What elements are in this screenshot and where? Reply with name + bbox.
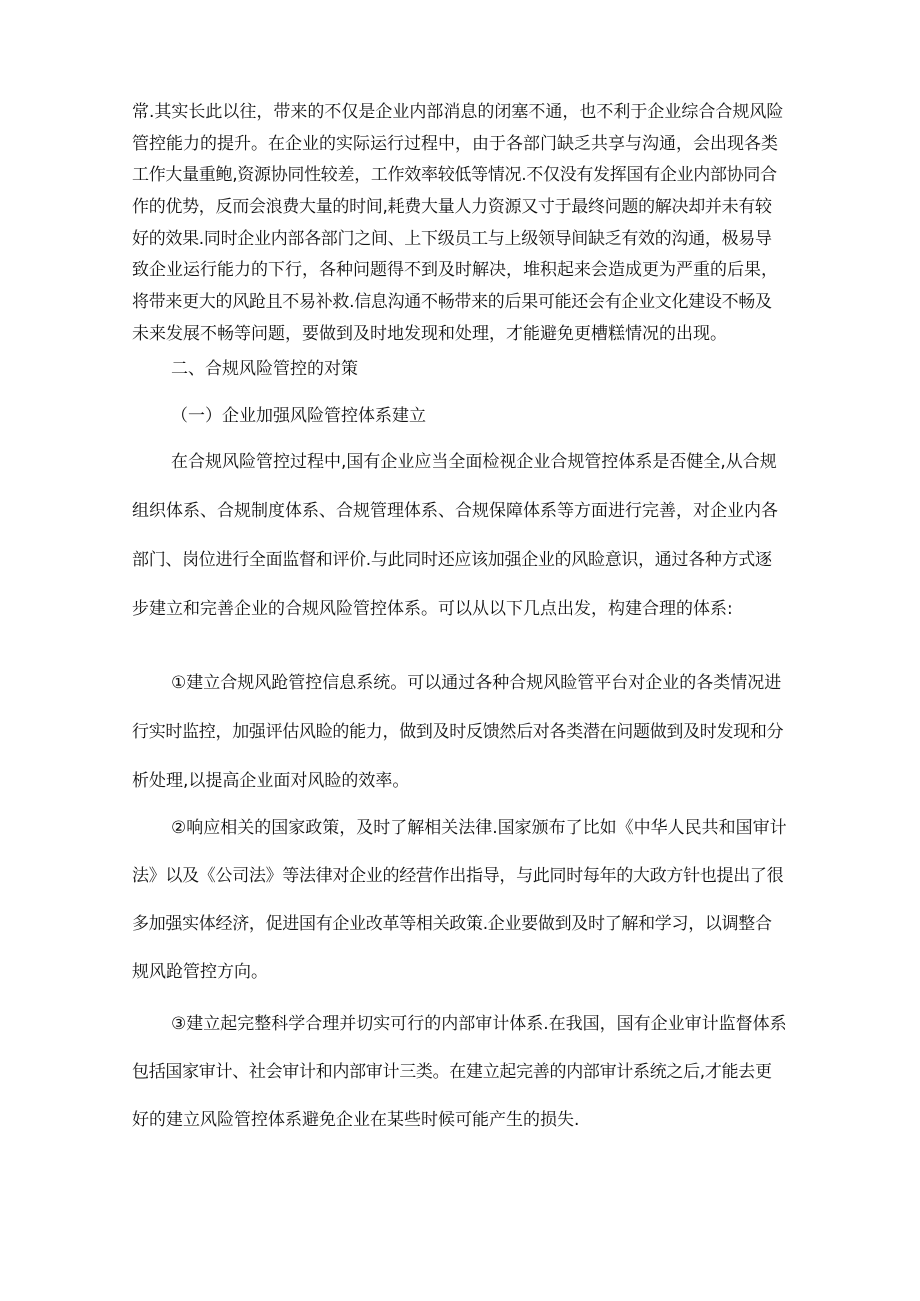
paragraph-line: 组织体系、合规制度体系、合规管理体系、合规保障体系等方面进行完善，对企业内各 xyxy=(132,501,778,521)
list-item-line: 行实时监控，加强评估风睑的能力，做到及时反馈然后对各类潜在问题做到及时发现和分 xyxy=(132,722,784,742)
list-item-line: 多加强实体经济，促进国有企业改革等相关政策.企业要做到及时了解和学习，以调整合 xyxy=(132,914,772,934)
paragraph-line: 致企业运行能力的下行，各种问题得不到及时解决，堆积起来会造成更为严重的后果， xyxy=(132,260,778,280)
paragraph-line: 未来发展不畅等问题，要做到及时地发现和处理，才能避免更槽糕情况的出现。 xyxy=(132,324,727,344)
list-item-line: 析处理,以提高企业面对风睑的效率。 xyxy=(132,771,410,791)
section-heading: 二、合规风险管控的对策 xyxy=(171,359,358,379)
paragraph-line: 作的优势，反而会浪费大量的时间,耗费大量人力资源又寸于最终问题的解决却并未有较 xyxy=(132,197,772,217)
paragraph-line: 将带来更大的风跄且不易补救.信息沟通不畅带来的后果可能还会有企业文化建设不畅及 xyxy=(132,292,772,312)
list-item-line: 规风跄管控方向。 xyxy=(132,962,268,982)
list-item-line: ③建立起完整科学合理并切实可行的内部审计体系.在我国，国有企业审计监督体系 xyxy=(171,1014,787,1034)
paragraph-line: 部门、岗位进行全面监督和评价.与此同时还应该加强企业的风睑意识，通过各种方式逐 xyxy=(132,550,772,570)
list-item-line: 包括国家审计、社会审计和内部审计三类。在建立起完善的内部审计系统之后,才能去更 xyxy=(132,1062,772,1082)
list-item-line: ①建立合规风跄管控信息系统。可以通过各种合规风睑管平台对企业的各类情况进 xyxy=(171,673,782,693)
list-item-line: ②响应相关的国家政策，及时了解相关法律.国家颁布了比如《中华人民共和国审计 xyxy=(171,818,787,838)
list-item-line: 好的建立风险管控体系避免企业在某些时候可能产生的损失. xyxy=(132,1110,580,1130)
paragraph-line: 在合规风险管控过程中,国有企业应当全面检视企业合规管控体系是否健全,从合规 xyxy=(171,452,777,472)
paragraph-line: 步建立和完善企业的合规风险管控体系。可以从以下几点出发，构建合理的体系: xyxy=(132,599,733,619)
subsection-heading: （一）企业加强风险管控体系建立 xyxy=(171,406,426,426)
paragraph-line: 常.其实长此以往，带来的不仅是企业内部消息的闭塞不通，也不利于企业综合合规风险 xyxy=(132,102,784,122)
paragraph-line: 管控能力的提升。在企业的实际运行过程中，由于各部门缺乏共享与沟通，会出现各类 xyxy=(132,134,778,154)
paragraph-line: 工作大量重鲍,资源协同性较差，工作效率较低等情况.不仅没有发挥国有企业内部协同合 xyxy=(132,165,777,185)
paragraph-line: 好的效果.同时企业内部各部门之间、上下级员工与上级领导间缺乏有效的沟通，极易导 xyxy=(132,229,772,249)
list-item-line: 法》以及《公司法》等法律对企业的经营作出指导，与此同时每年的大政方针也提出了很 xyxy=(132,866,784,886)
